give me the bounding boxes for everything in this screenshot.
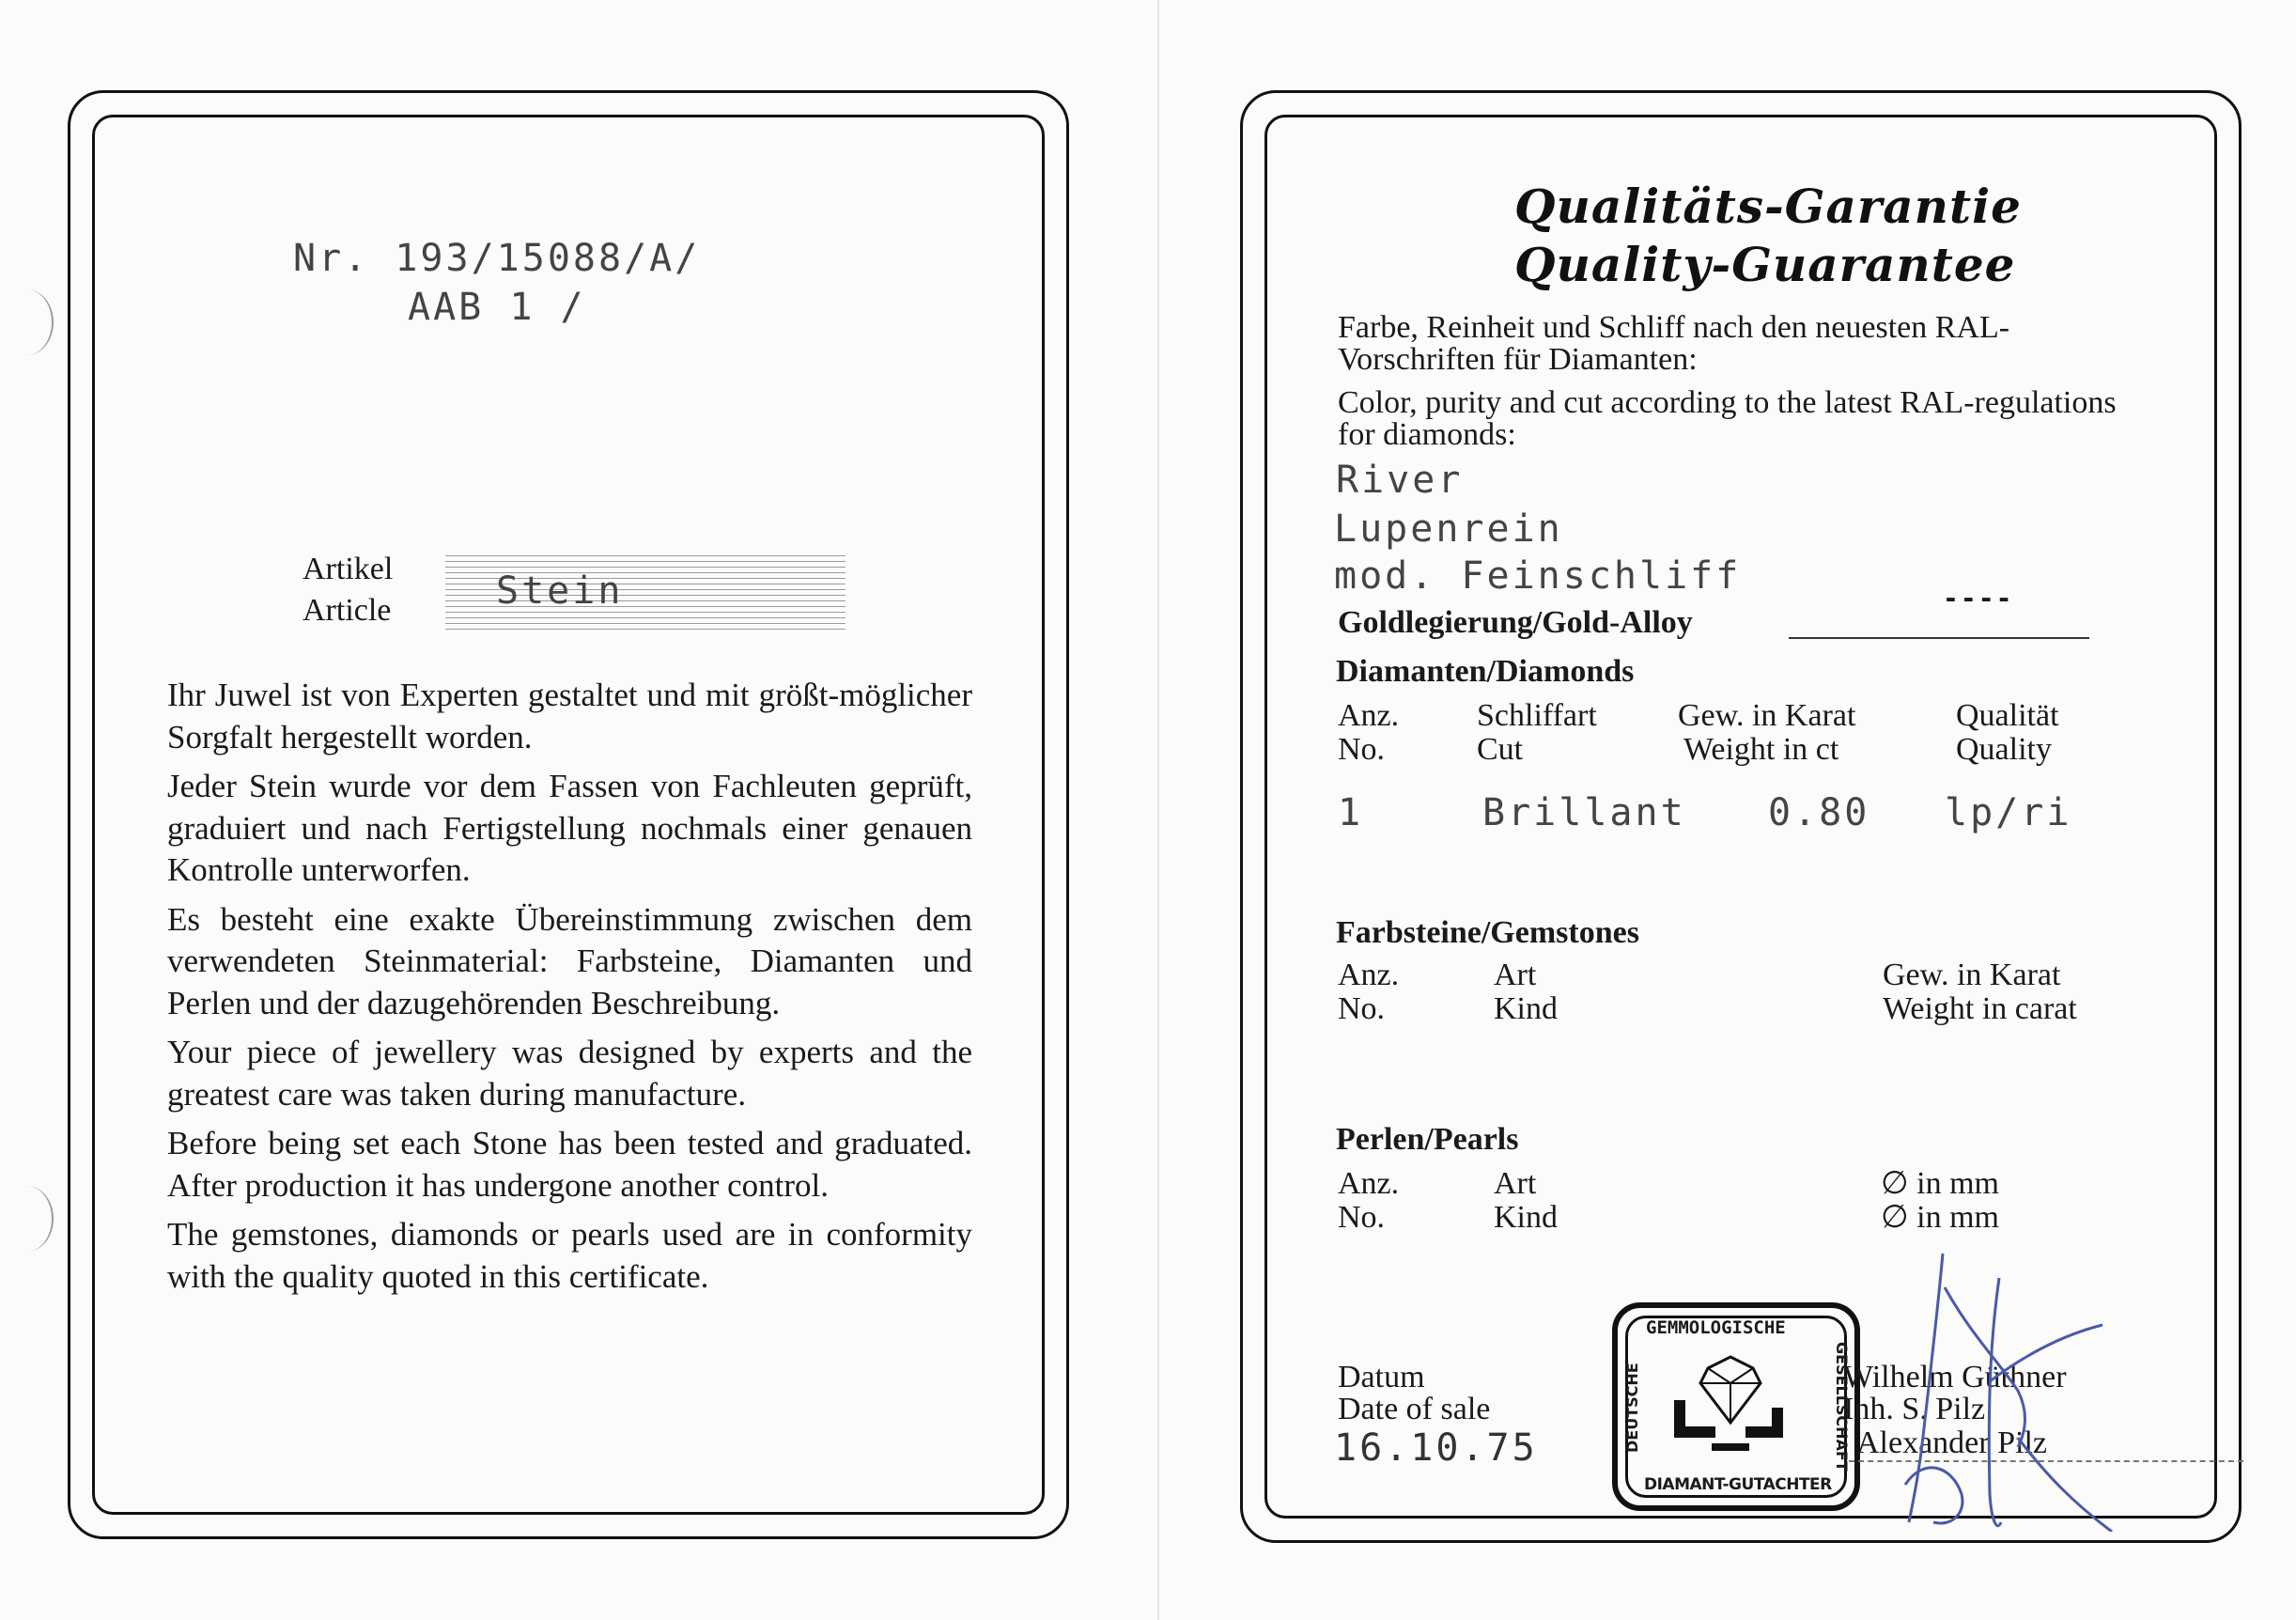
pearls-col-diameter: [1881, 1167, 1999, 1235]
stamp-left-text: DEUTSCHE: [1623, 1363, 1641, 1453]
color-grade: River: [1336, 459, 1464, 502]
pearls-col-kind-en: Kind: [1494, 1200, 1558, 1235]
diamonds-col-cut: [1477, 699, 1597, 767]
diamonds-col-cut-de: Schliffart: [1477, 698, 1597, 733]
paragraph-en-2: Before being set each Stone has been tested and graduated. After production it has undergone another control.: [167, 1125, 972, 1204]
article-label-en: Article: [303, 593, 392, 628]
appraiser-stamp: [1612, 1302, 1860, 1511]
diamonds-col-cut-en: Cut: [1477, 732, 1524, 767]
gemstones-col-weight-en: Weight in carat: [1883, 991, 2077, 1026]
pearls-col-kind: [1494, 1167, 1558, 1235]
diamonds-col-quality-en: Quality: [1956, 732, 2052, 767]
certificate-number-line2: AAB 1 /: [408, 286, 586, 329]
warranty-text: [167, 675, 972, 1305]
ral-text-de: Farbe, Reinheit und Schliff nach den neuesten RAL-Vorschriften für Diamanten:: [1338, 310, 2010, 377]
gemstones-col-no-en: No.: [1338, 991, 1386, 1026]
date-label-en: Date of sale: [1338, 1392, 1491, 1426]
stamp-bottom-text: DIAMANT-GUTACHTER: [1644, 1475, 1832, 1494]
title-en: Quality-Guarantee: [1514, 237, 2016, 292]
pearls-col-diameter-2: ∅ in mm: [1881, 1200, 1999, 1235]
ral-text-en: Color, purity and cut according to the latest RAL-regulations for diamonds:: [1338, 385, 2117, 452]
gemstones-col-no: [1338, 958, 1399, 1026]
diamonds-col-no-en: No.: [1338, 732, 1386, 767]
cut-grade: mod. Feinschliff: [1334, 554, 1742, 598]
punch-hole-top: [0, 289, 54, 355]
stamp-right-text: GESELLSCHAFT: [1833, 1342, 1851, 1472]
pearls-header: Perlen/Pearls: [1336, 1122, 1519, 1157]
pearls-col-kind-de: Art: [1494, 1166, 1537, 1201]
gemstones-col-kind-de: Art: [1494, 958, 1537, 992]
diamonds-col-no: [1338, 699, 1399, 767]
stamp-top-text: GEMMOLOGISCHE: [1646, 1317, 1786, 1338]
handwritten-signature: [1886, 1250, 2131, 1532]
diamonds-col-no-de: Anz.: [1338, 698, 1400, 733]
title-de: Qualitäts-Garantie: [1514, 179, 2022, 234]
certificate-number: Nr. 193/15088/A/: [293, 237, 701, 280]
date-label-de: Datum: [1338, 1360, 1425, 1394]
gemstones-col-weight-de: Gew. in Karat: [1883, 958, 2061, 992]
diamond-row-weight: 0.80: [1768, 791, 1870, 834]
diamond-row-no: 1: [1338, 791, 1364, 834]
gemstones-col-no-de: Anz.: [1338, 958, 1400, 992]
gemstones-header: Farbsteine/Gemstones: [1336, 915, 1639, 950]
gold-alloy-line: [1789, 637, 2089, 639]
diamonds-col-weight: [1678, 699, 1855, 767]
diamonds-col-weight-en: Weight in ct: [1683, 732, 1839, 767]
page-fold: [1157, 0, 1159, 1620]
diamonds-col-weight-de: Gew. in Karat: [1678, 698, 1856, 733]
pearls-col-no-de: Anz.: [1338, 1166, 1400, 1201]
issuer-owner: Inh. S. Pilz: [1843, 1392, 1986, 1426]
paragraph-de-1: Ihr Juwel ist von Experten gestaltet und mit größt-möglicher Sorgfalt hergestellt worden.: [167, 677, 972, 755]
article-value: Stein: [496, 569, 624, 613]
paragraph-en-3: The gemstones, diamonds or pearls used are in conformity with the quality quoted in this certificate.: [167, 1216, 972, 1295]
diamonds-col-quality: [1956, 699, 2059, 767]
diamond-row-quality: lp/ri: [1945, 791, 2072, 834]
article-label-de: Artikel: [303, 552, 394, 586]
diamond-row-cut: Brillant: [1482, 791, 1686, 834]
pearls-col-diameter-1: ∅ in mm: [1881, 1166, 1999, 1201]
gemstones-col-kind-en: Kind: [1494, 991, 1558, 1026]
date-of-sale: 16.10.75: [1334, 1426, 1538, 1470]
clarity-grade: Lupenrein: [1334, 507, 1563, 551]
diamond-emblem-icon: [1612, 1302, 1849, 1500]
diamonds-header: Diamanten/Diamonds: [1336, 654, 1635, 689]
paragraph-de-3: Es besteht eine exakte Übereinstimmung zwischen dem verwendeten Steinmaterial: Farbsteine, Diamanten und Perlen und der dazugehörenden Beschreibung.: [167, 900, 972, 1021]
pearls-col-no: [1338, 1167, 1399, 1235]
issuer-name: Wilhelm Güthner: [1843, 1360, 2067, 1394]
paragraph-en-1: Your piece of jewellery was designed by experts and the greatest care was taken during manufacture.: [167, 1034, 972, 1113]
diamonds-col-quality-de: Qualität: [1956, 698, 2059, 733]
paragraph-de-2: Jeder Stein wurde vor dem Fassen von Fachleuten geprüft, graduiert und nach Fertigstellung nochmals einer genauen Kontrolle unterworfen.: [167, 768, 972, 888]
gold-alloy-value: ----: [1943, 583, 2014, 614]
issuer-owner-2: Alexander Pilz: [1856, 1425, 2047, 1460]
gemstones-col-kind: [1494, 958, 1558, 1026]
punch-hole-bottom: [0, 1186, 54, 1252]
gold-alloy-label: Goldlegierung/Gold-Alloy: [1338, 605, 1693, 640]
gemstones-col-weight: [1883, 958, 2077, 1026]
pearls-col-no-en: No.: [1338, 1200, 1386, 1235]
